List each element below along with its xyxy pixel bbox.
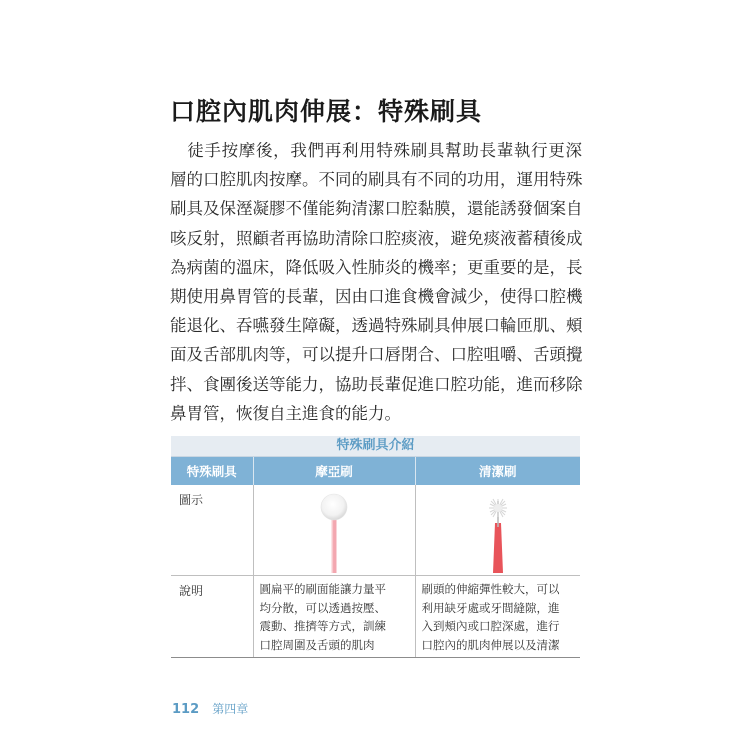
page-footer [172, 698, 248, 717]
table-row-illustration [171, 485, 580, 576]
description-label: 說明 [179, 584, 204, 598]
body-line: 鼻胃管，恢復自主進食的能力。 [170, 403, 401, 423]
desc-line: 震動、推擠等方式，訓練 [259, 619, 386, 633]
moa-brush-description [254, 576, 415, 654]
section-title: 口腔內肌肉伸展：特殊刷具 [170, 97, 483, 126]
red-handle [493, 523, 503, 573]
moa-brush-illustration [314, 491, 354, 573]
body-line: 為病菌的溫床，降低吸入性肺炎的機率；更重要的是，長 [170, 257, 583, 277]
moa-brush-image-cell [253, 485, 415, 576]
page-number: 112 [172, 702, 200, 717]
body-line: 面及舌部肌肉等，可以提升口唇閉合、口腔咀嚼、舌頭攪 [170, 345, 583, 365]
body-line: 期使用鼻胃管的長輩，因由口進食機會減少，使得口腔機 [170, 287, 583, 307]
sponge-head [321, 494, 347, 520]
cleaning-brush-image-cell [415, 485, 580, 576]
table-header-row [171, 457, 580, 485]
header-cleaning-brush: 清潔刷 [415, 457, 580, 485]
brush-comparison-table [171, 457, 580, 658]
table-row-description [171, 576, 580, 658]
desc-line: 口腔周圍及舌頭的肌肉 [259, 637, 375, 652]
illustration-label: 圖示 [179, 493, 204, 507]
desc-line: 圓扁平的刷面能讓力量平 [259, 582, 386, 596]
header-moa-brush: 摩亞刷 [253, 457, 415, 485]
body-line: 能退化、吞嚥發生障礙，透過特殊刷具伸展口輪匝肌、頰 [170, 316, 583, 336]
body-line: 咳反射，照顧者再協助清除口腔痰液，避免痰液蓄積後成 [170, 228, 583, 248]
body-line: 徒手按摩後，我們再利用特殊刷具幫助長輩執行更深 [170, 141, 582, 160]
desc-line: 口腔內的肌肉伸展以及清潔 [421, 637, 560, 652]
table-caption: 特殊刷具介紹 [171, 436, 580, 457]
body-line: 層的口腔肌肉按摩。不同的刷具有不同的功用，運用特殊 [170, 170, 583, 190]
desc-line: 利用缺牙處或牙間縫隙，進 [421, 600, 560, 615]
desc-line: 均分散，可以透過按壓、 [259, 600, 386, 615]
body-line: 拌、食團後送等能力，協助長輩促進口腔功能，進而移除 [170, 374, 583, 394]
header-brush-type: 特殊刷具 [171, 457, 253, 485]
chapter-label: 第四章 [212, 702, 249, 716]
cleaning-brush-description [416, 576, 581, 654]
desc-line: 刷頭的伸縮彈性較大，可以 [421, 582, 560, 596]
body-line: 刷具及保溼凝膠不僅能夠清潔口腔黏膜，還能誘發個案自 [170, 199, 583, 219]
body-paragraph [170, 136, 582, 428]
cleaning-brush-illustration [478, 491, 518, 573]
desc-line: 入到頰內或口腔深處，進行 [421, 619, 560, 633]
brush-table [171, 436, 580, 658]
